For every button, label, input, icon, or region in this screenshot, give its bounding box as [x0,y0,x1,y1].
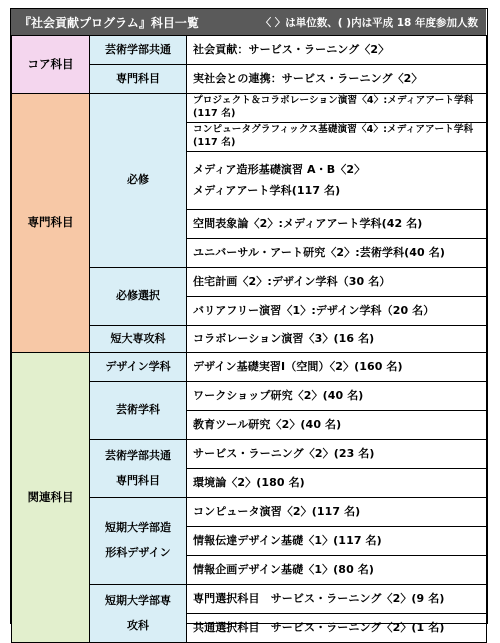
course-item [187,152,487,210]
course-item: プロジェクト＆コラボレーション演習〈4〉:メディアアート学科(117 名) [187,94,487,123]
course-item: 情報伝達デザイン基礎〈1〉(117 名) [187,527,487,556]
subcategory-required: 必修 [90,94,187,268]
subcategory-line: 芸術学部共通 [105,448,171,462]
course-item: コラボレーション演習〈3〉(16 名) [187,326,487,353]
course-item: サービス・ラーニング〈2〉(23 名) [187,440,487,469]
course-item: コンピュータ演習〈2〉(117 名) [187,498,487,527]
subcategory-arts-common [90,440,187,498]
subcategory-line: 形科デザイン [105,546,171,559]
table-row [12,353,487,382]
table-row [12,36,487,65]
course-list-table-frame [10,8,488,634]
course-item: 情報企画デザイン基礎〈1〉(80 名) [187,556,487,585]
course-item: ユニバーサル・アート研究〈2〉:芸術学科(40 名) [187,239,487,268]
course-item: デザイン基礎実習Ⅰ（空間）〈2〉(160 名) [187,353,487,382]
table-title: 『社会貢献プログラム』科目一覧 [19,15,199,30]
course-item-line: メディア造形基礎演習 A・B〈2〉 [193,162,366,176]
table-row [12,94,487,123]
subcategory-core-major: 専門科目 [90,65,187,94]
subcategory-line: 短期大学部専 [105,593,171,607]
subcategory-core-common: 芸術学部共通 [90,36,187,65]
subcategory-junior-college: 短大専攻科 [90,326,187,353]
course-item: バリアフリー演習〈1〉:デザイン学科（20 名） [187,297,487,326]
course-item: 社会貢献：サービス・ラーニング〈2〉 [187,36,487,65]
subcategory-jc-major [90,585,187,643]
course-item: 専門選択科目 サービス・ラーニング〈2〉(9 名) [187,585,487,614]
course-item: 教育ツール研究〈2〉(40 名) [187,411,487,440]
category-major: 専門科目 [12,94,90,353]
course-item: ワークショップ研究〈2〉(40 名) [187,382,487,411]
category-related: 関連科目 [12,353,90,643]
course-item: 環境論〈2〉(180 名) [187,469,487,498]
course-item: 共通選択科目 サービス・ラーニング〈2〉(1 名) [187,614,487,643]
table-header-bar [11,9,486,35]
subcategory-elective-required: 必修選択 [90,268,187,326]
subcategory-line: 短期大学部造 [105,521,171,535]
course-item: コンピュータグラフィックス基礎演習〈4〉:メディアアート学科(117 名) [187,123,487,152]
course-item: 実社会との連携：サービス・ラーニング〈2〉 [187,65,487,94]
table-note: 〈 〉は単位数、( )内は平成 18 年度参加人数 [260,16,478,29]
course-table [11,35,487,643]
subcategory-line: 攻科 [127,618,149,632]
category-core: コア科目 [12,36,90,94]
subcategory-jc-design [90,498,187,585]
subcategory-design-dept: デザイン学科 [90,353,187,382]
course-item: 住宅計画〈2〉:デザイン学科（30 名） [187,268,487,297]
subcategory-line: 専門科目 [116,473,160,487]
subcategory-arts-dept: 芸術学科 [90,382,187,440]
course-item-line: メディアアート学科(117 名) [193,183,341,197]
course-item: 空間表象論〈2〉:メディアアート学科(42 名) [187,210,487,239]
